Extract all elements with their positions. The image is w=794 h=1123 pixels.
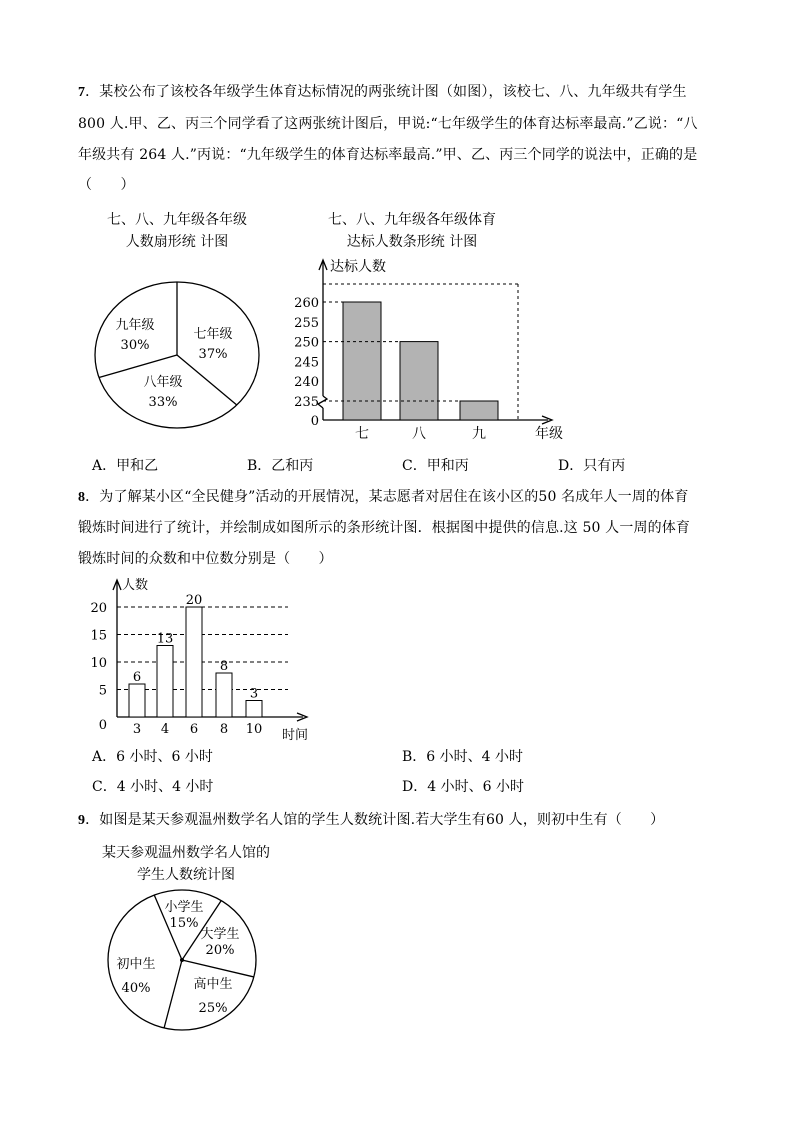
q8-option-a[interactable]: A．6 小时、6 小时 [92,749,213,765]
q7-pie-value-0: 37% [198,347,228,362]
q9-pie-label-0: 小学生 [164,900,204,915]
q8-bar-xtick-4: 10 [245,722,263,737]
q7-bar-xtick-0: 七 [355,426,369,442]
q8-bar-value-3: 8 [219,659,229,674]
q8-bar-value-2: 20 [185,593,203,608]
q9-pie-value-1: 20% [205,943,235,958]
q7-bar-ytick-4: 250 [294,335,319,351]
q8-bar-ytick-4: 20 [90,601,107,616]
q8-bar-ytick-2: 10 [90,656,107,671]
q9-student-pie-chart [100,885,270,1040]
q8-bar-xlabel: 时间 [282,728,309,743]
q7-option-c[interactable]: C．甲和丙 [402,458,469,474]
q8-bar-value-0: 6 [132,670,142,685]
q7-bar-ytick-2: 240 [294,375,319,391]
q9-pie-title: 某天参观温州数学名人馆的 学生人数统计图 [102,845,270,883]
q7-bar-ytick-6: 260 [294,296,319,311]
q8-bar-ylabel: 人数 [122,578,149,593]
q8-option-b[interactable]: B．6 小时、4 小时 [402,749,524,765]
q8-time-bar-chart [85,572,325,747]
q7-pie-value-1: 33% [148,395,178,410]
q9-pie-value-0: 15% [169,916,199,931]
q7-number: 7 [78,85,86,100]
q9-line-1: 9．如图是某天参观温州数学名人馆的学生人数统计图.若大学生有60 人，则初中生有（ ） [78,812,665,828]
q7-pie-title: 七、八、九年级各年级 人数扇形统 计图 [107,212,247,250]
q8-bar-value-4: 3 [249,686,259,702]
q7-bar-2 [460,401,498,420]
q8-bar-2 [186,607,202,717]
q7-line-2: 800 人.甲、乙、丙三个同学看了这两张统计图后，甲说:“七年级学生的体育达标率最高.”乙说：“八 [78,116,698,132]
q8-line-2: 锻炼时间进行了统计，并绘制成如图所示的条形统计图．根据图中提供的信息.这 50 人一周的体育 [78,520,691,536]
q7-pie-label-0: 七年级 [193,327,233,342]
q7-bar-ytick-3: 245 [294,355,319,371]
q7-bar-xlabel: 年级 [535,426,563,442]
q7-bar-1 [400,342,438,420]
q8-number: 8 [78,490,86,505]
q9-pie-value-2: 25% [198,1001,228,1016]
q9-pie-label-3: 初中生 [116,957,156,972]
q7-option-d[interactable]: D．只有丙 [558,458,626,474]
q8-bar-xtick-3: 8 [219,722,229,737]
q9-pie-center [180,958,184,962]
q7-bar-ytick-0: 0 [310,414,319,429]
q7-pie-label-2: 九年级 [115,318,155,333]
q7-bar-0 [343,302,381,420]
q8-bar-xtick-0: 3 [132,722,142,737]
q8-bar-3 [216,673,232,717]
q8-option-d[interactable]: D．4 小时、6 小时 [402,779,524,795]
q7-pass-bar-chart [290,250,565,450]
q8-bar-value-1: 13 [156,631,174,647]
q7-pie-value-2: 30% [120,338,150,353]
q9-number: 9 [78,813,86,828]
q8-bar-4 [246,701,262,718]
q7-option-b[interactable]: B．乙和丙 [247,458,314,474]
q7-bar-title: 七、八、九年级各年级体育 达标人数条形统 计图 [328,212,496,250]
q8-bar-0 [129,684,145,717]
q8-bar-ytick-1: 5 [98,683,107,699]
q7-line-1: 7．某校公布了该校各年级学生体育达标情况的两张统计图（如图），该校七、八、九年级共有学生 [78,84,687,100]
q7-pie-label-1: 八年级 [143,375,183,390]
q7-bar-xtick-1: 八 [412,426,426,442]
q8-option-c[interactable]: C．4 小时、4 小时 [92,779,214,795]
q8-bar-xtick-1: 4 [160,722,170,737]
q7-grade-pie-chart [92,280,268,430]
q8-line-3: 锻炼时间的众数和中位数分别是（ ） [78,551,333,567]
q9-pie-label-1: 大学生 [200,927,240,942]
q9-pie-value-3: 40% [121,981,151,996]
q7-bar-axis-break [318,396,327,408]
q7-line-3: 年级共有 264 人.”丙说：“九年级学生的体育达标率最高.”甲、乙、丙三个同学的说法中，正确的是 [78,147,698,163]
q8-bar-ytick-0: 0 [98,718,107,733]
q8-bar-xtick-2: 6 [189,722,199,737]
q7-bar-ytick-5: 255 [294,315,319,331]
q8-bar-ytick-3: 15 [90,628,107,644]
q7-option-a[interactable]: A．甲和乙 [92,458,159,474]
q7-bar-xtick-2: 九 [472,426,486,442]
q7-line-4: （ ） [78,177,135,193]
q8-line-1: 8．为了解某小区“全民健身”活动的开展情况，某志愿者对居住在该小区的50 名成年人一周的体育 [78,489,689,505]
q7-bar-ytick-1: 235 [294,395,319,410]
q7-bar-ylabel: 达标人数 [330,259,386,275]
q8-bar-1 [157,646,173,718]
q9-pie-label-2: 高中生 [193,977,233,992]
